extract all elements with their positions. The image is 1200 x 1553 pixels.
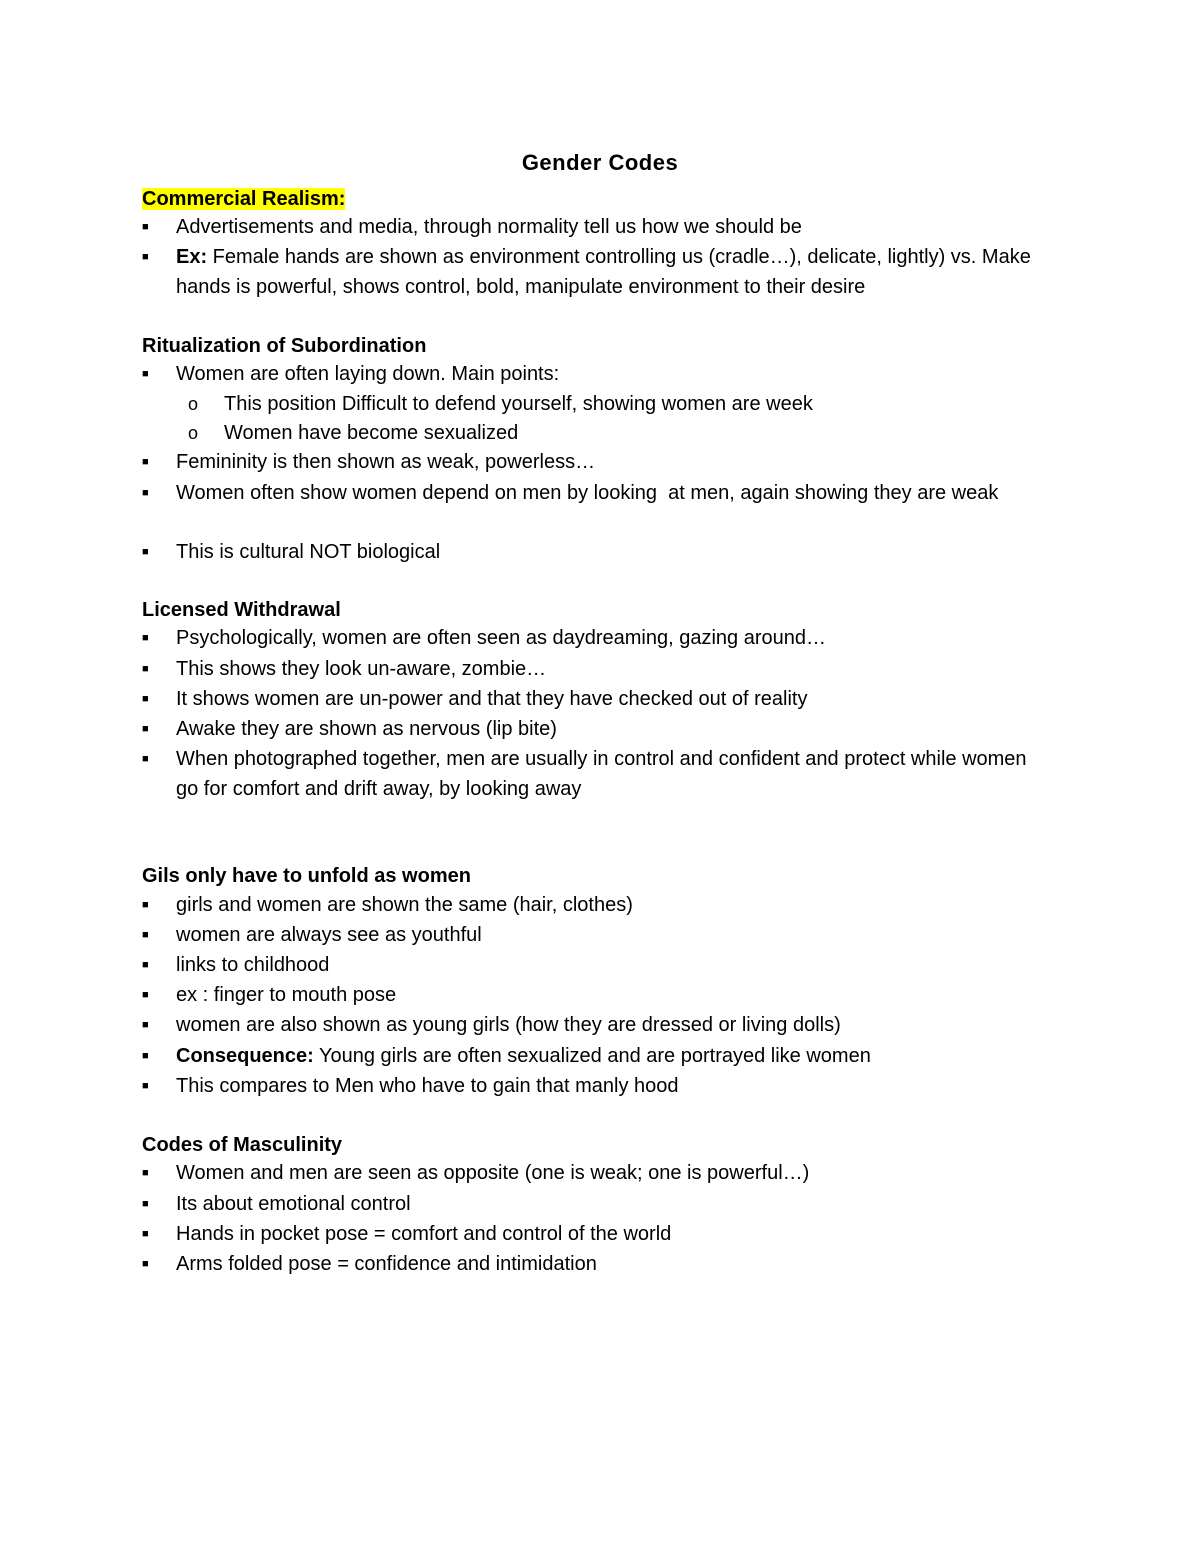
bullet-icon: ■ xyxy=(142,1228,149,1240)
bullet-icon: ■ xyxy=(142,487,149,499)
list-item: ■ Consequence: Young girls are often sexualized and are portrayed like women xyxy=(142,1041,1042,1071)
bullet-icon: ■ xyxy=(142,1258,149,1270)
list-item: ■ women are always see as youthful xyxy=(142,920,1042,950)
list-item: ■ Its about emotional control xyxy=(142,1189,1042,1219)
bullet-icon: ■ xyxy=(142,632,149,644)
list-item: ■ Awake they are shown as nervous (lip bite) xyxy=(142,714,1042,744)
section-heading-masculinity: Codes of Masculinity xyxy=(142,1134,343,1156)
bullet-icon: ■ xyxy=(142,1167,149,1179)
sub-bullet-icon: o xyxy=(188,394,199,414)
sub-list-item: o Women have become sexualized xyxy=(188,418,1048,448)
list-item: ■ Arms folded pose = confidence and intimidation xyxy=(142,1249,1042,1279)
bullet-icon: ■ xyxy=(142,959,149,971)
bullet-icon: ■ xyxy=(142,251,149,263)
list-item: ■ links to childhood xyxy=(142,950,1042,980)
bullet-icon: ■ xyxy=(142,546,149,558)
list-item: ■ Women are often laying down. Main points: xyxy=(142,359,1042,389)
list-item: ■ Hands in pocket pose = comfort and control of the world xyxy=(142,1219,1042,1249)
bullet-icon: ■ xyxy=(142,663,149,675)
bullet-icon: ■ xyxy=(142,456,149,468)
list-item: ■ women are also shown as young girls (how they are dressed or living dolls) xyxy=(142,1010,1042,1040)
heading-highlight: Commercial Realism: xyxy=(142,188,346,210)
bullet-icon: ■ xyxy=(142,989,149,1001)
list-item: ■ Ex: Female hands are shown as environment controlling us (cradle…), delicate, lightly) vs. Make hands is powerful, shows control, bold, manipulate environment to their desire xyxy=(142,242,1042,302)
list-item: ■ This shows they look un-aware, zombie… xyxy=(142,654,1042,684)
list-item: ■ When photographed together, men are usually in control and confident and protect while women go for comfort and drift away, by looking away xyxy=(142,744,1042,804)
bullet-icon: ■ xyxy=(142,693,149,705)
bullet-icon: ■ xyxy=(142,1050,149,1062)
bullet-icon: ■ xyxy=(142,221,149,233)
list-item: ■ Femininity is then shown as weak, powerless… xyxy=(142,447,1042,477)
bullet-icon: ■ xyxy=(142,723,149,735)
bullet-icon: ■ xyxy=(142,753,149,765)
section-heading-licensed-withdrawal: Licensed Withdrawal xyxy=(142,599,341,621)
bullet-icon: ■ xyxy=(142,929,149,941)
sub-list-item: o This position Difficult to defend yourself, showing women are week xyxy=(188,389,1048,419)
list-item: ■ This compares to Men who have to gain that manly hood xyxy=(142,1071,1042,1101)
list-item: ■ girls and women are shown the same (hair, clothes) xyxy=(142,890,1042,920)
list-item: ■ Advertisements and media, through normality tell us how we should be xyxy=(142,212,1042,242)
list-item: ■ This is cultural NOT biological xyxy=(142,537,1042,567)
bullet-icon: ■ xyxy=(142,1198,149,1210)
page-title: Gender Codes xyxy=(521,150,679,175)
bullet-icon: ■ xyxy=(142,899,149,911)
list-item: ■ Women and men are seen as opposite (one is weak; one is powerful…) xyxy=(142,1158,1042,1188)
section-heading-commercial-realism xyxy=(142,186,345,212)
bullet-icon: ■ xyxy=(142,1080,149,1092)
sub-bullet-icon: o xyxy=(188,423,199,443)
list-item: ■ ex : finger to mouth pose xyxy=(142,980,1042,1010)
section-heading-ritualization: Ritualization of Subordination xyxy=(142,335,427,357)
bullet-icon: ■ xyxy=(142,368,149,380)
section-heading-girls-unfold: Gils only have to unfold as women xyxy=(142,865,471,887)
list-item: ■ Psychologically, women are often seen as daydreaming, gazing around… xyxy=(142,623,1042,653)
bullet-icon: ■ xyxy=(142,1019,149,1031)
list-item: ■ Women often show women depend on men by looking at men, again showing they are weak xyxy=(142,478,1042,508)
list-item: ■ It shows women are un-power and that they have checked out of reality xyxy=(142,684,1042,714)
